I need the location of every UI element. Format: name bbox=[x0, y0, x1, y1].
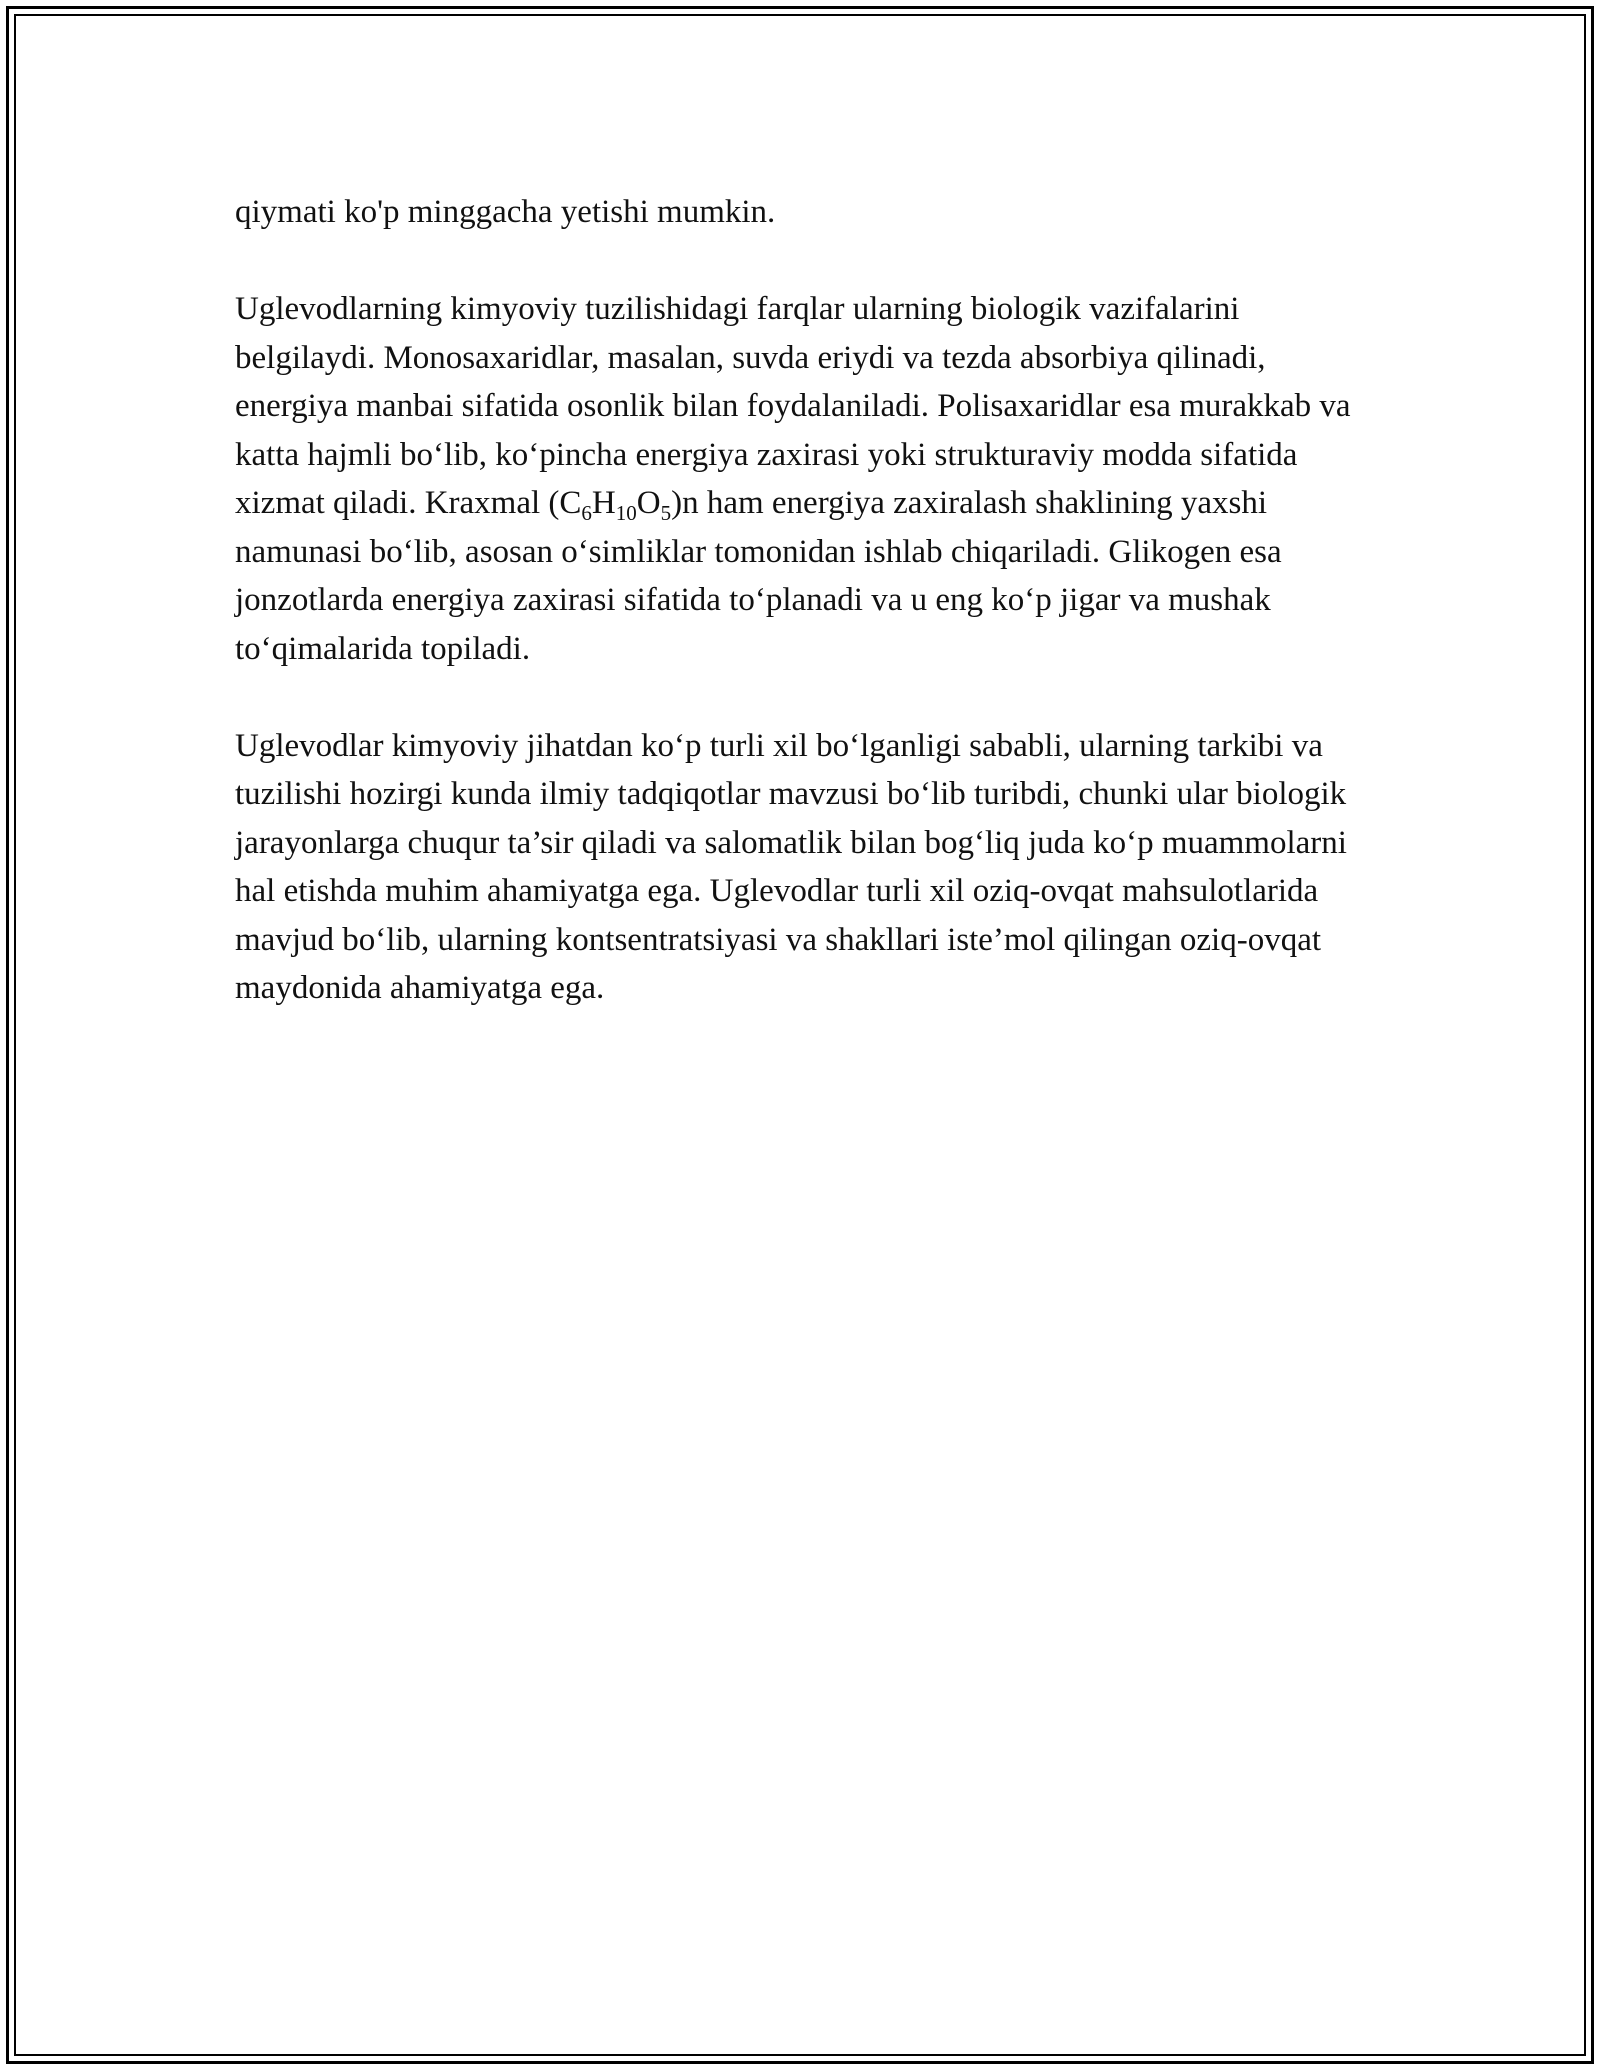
paragraph-2-text-end: )n ham energiya zaxiralash shaklining yaxshi namunasi bo‘lib, asosan o‘simliklar tomonidan ishlab chiqariladi. Glikogen esa jonzotlarda energiya zaxirasi sifatida to‘planadi va u eng ko‘p jigar va mushak to‘qimalarida topiladi. bbox=[235, 485, 1282, 667]
paragraph-2-text-start: Uglevodlarning kimyoviy tuzilishidagi farqlar ularning biologik vazifalarini belgilaydi. Monosaxaridlar, masalan, suvda eriydi va tezda absorbiya qilinadi, energiya manbai sifatida osonlik bilan foydalaniladi. Polisaxaridlar esa murakkab va katta hajmli bo‘lib, ko‘pincha energiya zaxirasi yoki strukturaviy modda sifatida xizmat qiladi. Kraxmal (C bbox=[235, 291, 1351, 521]
paragraph-2 bbox=[235, 285, 1365, 673]
document-body bbox=[235, 188, 1365, 1013]
formula-hydrogen: H bbox=[591, 485, 616, 521]
formula-oxygen: O bbox=[636, 485, 661, 521]
paragraph-3: Uglevodlar kimyoviy jihatdan ko‘p turli xil bo‘lganligi sababli, ularning tarkibi va tuzilishi hozirgi kunda ilmiy tadqiqotlar mavzusi bo‘lib turibdi, chunki ular biologik jarayonlarga chuqur ta’sir qiladi va salomatlik bilan bog‘liq juda ko‘p muammolarni hal etishda muhim ahamiyatga ega. Uglevodlar turli xil oziq-ovqat mahsulotlarida mavjud bo‘lib, ularning kontsentratsiyasi va shakllari iste’mol qilingan oziq-ovqat maydonida ahamiyatga ega. bbox=[235, 727, 1347, 1006]
formula-subscript-carbon: 6 bbox=[581, 501, 592, 525]
formula-subscript-hydrogen: 10 bbox=[615, 501, 637, 525]
formula-subscript-oxygen: 5 bbox=[660, 501, 672, 525]
paragraph-1: qiymati ko'p minggacha yetishi mumkin. bbox=[235, 194, 776, 230]
